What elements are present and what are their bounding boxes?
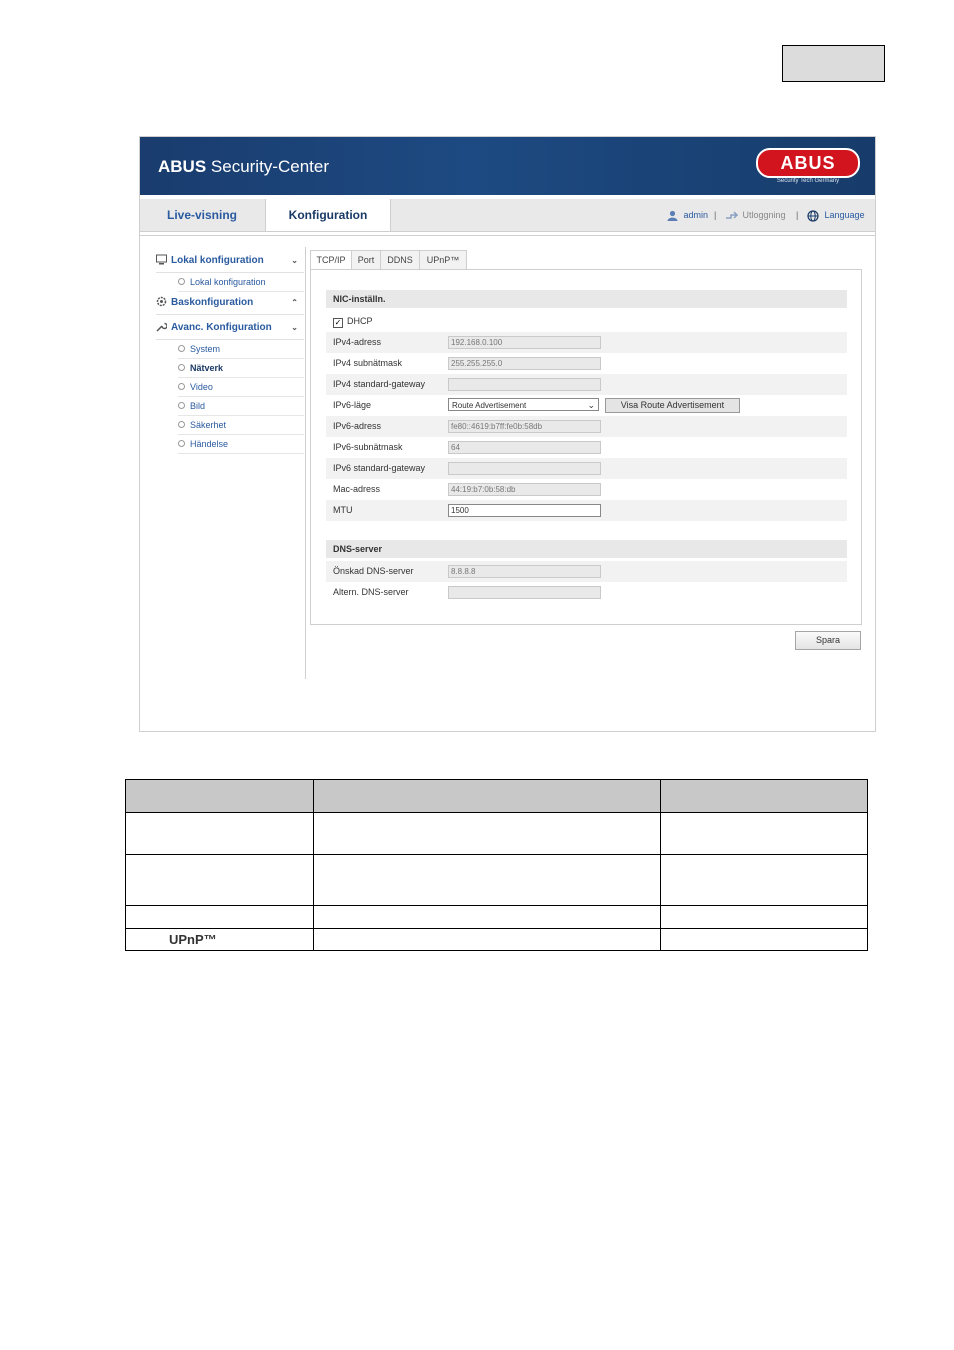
ipv4-gateway-field[interactable] bbox=[448, 378, 601, 391]
tab-port[interactable]: Port bbox=[351, 250, 381, 270]
dhcp-row bbox=[326, 311, 847, 332]
sidebar-item-label: Video bbox=[190, 382, 213, 392]
bullet-icon bbox=[178, 440, 185, 447]
table-cell bbox=[661, 929, 868, 951]
sidebar-item-network[interactable] bbox=[178, 359, 304, 378]
preferred-dns-label: Önskad DNS-server bbox=[333, 566, 414, 576]
bullet-icon bbox=[178, 421, 185, 428]
chevron-up-icon: ⌃ bbox=[291, 298, 298, 307]
chevron-down-icon: ⌄ bbox=[291, 256, 298, 265]
dhcp-checkbox[interactable]: ✓ bbox=[334, 318, 342, 327]
bullet-icon bbox=[178, 345, 185, 352]
sidebar-item-local-config[interactable] bbox=[178, 273, 304, 292]
wrench-icon bbox=[156, 321, 167, 332]
table-row bbox=[126, 929, 868, 951]
mtu-label: MTU bbox=[333, 505, 353, 515]
ipv4-gateway-row bbox=[326, 374, 847, 395]
sidebar bbox=[150, 247, 306, 679]
preferred-dns-field[interactable]: 8.8.8.8 bbox=[448, 565, 601, 578]
logout-label: Utloggning bbox=[742, 210, 786, 220]
upnp-cell: UPnP™ bbox=[126, 929, 314, 951]
table-header-cell bbox=[314, 780, 661, 813]
ipv4-subnet-field[interactable]: 255.255.255.0 bbox=[448, 357, 601, 370]
bullet-icon bbox=[178, 278, 185, 285]
sidebar-item-label: Nätverk bbox=[190, 363, 224, 373]
mtu-field[interactable]: 1500 bbox=[448, 504, 601, 517]
ipv4-address-field[interactable]: 192.168.0.100 bbox=[448, 336, 601, 349]
show-route-advertisement-button[interactable]: Visa Route Advertisement bbox=[605, 398, 740, 413]
nav-separator: | bbox=[714, 210, 717, 220]
sidebar-basic-config[interactable] bbox=[156, 292, 304, 315]
table-cell bbox=[661, 855, 868, 906]
table-cell bbox=[314, 929, 661, 951]
main-nav bbox=[140, 199, 875, 232]
chevron-down-icon: ⌄ bbox=[291, 323, 298, 332]
tab-ddns[interactable]: DDNS bbox=[380, 250, 420, 270]
sidebar-basic-label: Baskonfiguration bbox=[171, 297, 254, 308]
ipv6-mode-label: IPv6-läge bbox=[333, 400, 372, 410]
monitor-icon bbox=[156, 254, 167, 265]
sidebar-advanced-config[interactable] bbox=[156, 317, 304, 340]
ipv6-subnet-field[interactable]: 64 bbox=[448, 441, 601, 454]
sidebar-local-label: Lokal konfiguration bbox=[171, 255, 264, 266]
user-link[interactable] bbox=[667, 199, 708, 231]
language-label: Language bbox=[824, 210, 865, 220]
ipv4-gateway-label: IPv4 standard-gateway bbox=[333, 379, 426, 389]
save-button[interactable]: Spara bbox=[795, 631, 861, 650]
alternate-dns-row bbox=[326, 582, 847, 603]
language-link[interactable] bbox=[807, 199, 865, 231]
bullet-icon bbox=[178, 402, 185, 409]
mac-address-label: Mac-adress bbox=[333, 484, 381, 494]
ipv4-address-label: IPv4-adress bbox=[333, 337, 382, 347]
table-cell bbox=[314, 855, 661, 906]
ipv6-mode-select[interactable] bbox=[448, 398, 599, 411]
mtu-row bbox=[326, 500, 847, 521]
ipv6-gateway-field[interactable] bbox=[448, 462, 601, 475]
document-table bbox=[125, 779, 868, 951]
sidebar-item-label: Händelse bbox=[190, 439, 229, 449]
page-number-box bbox=[782, 45, 885, 82]
gear-icon bbox=[156, 296, 167, 307]
sidebar-item-event[interactable] bbox=[178, 435, 304, 454]
ipv6-address-row bbox=[326, 416, 847, 437]
tab-live-view[interactable]: Live-visning bbox=[166, 208, 237, 222]
logout-icon bbox=[725, 211, 738, 220]
table-cell bbox=[661, 906, 868, 929]
table-header-row bbox=[126, 780, 868, 813]
dns-section-title: DNS-server bbox=[326, 540, 847, 558]
screenshot-frame bbox=[139, 136, 876, 732]
bullet-icon bbox=[178, 364, 185, 371]
preferred-dns-row bbox=[326, 561, 847, 582]
table-header-cell bbox=[661, 780, 868, 813]
user-name: admin bbox=[683, 210, 709, 220]
alternate-dns-label: Altern. DNS-server bbox=[333, 587, 409, 597]
table-cell bbox=[314, 906, 661, 929]
ipv6-subnet-row bbox=[326, 437, 847, 458]
user-icon bbox=[667, 210, 678, 221]
globe-icon bbox=[807, 210, 819, 222]
table-header-cell bbox=[126, 780, 314, 813]
tab-tcpip[interactable]: TCP/IP bbox=[310, 250, 352, 270]
table-row bbox=[126, 813, 868, 855]
mac-address-row bbox=[326, 479, 847, 500]
table-cell bbox=[126, 906, 314, 929]
ipv6-mode-row bbox=[326, 395, 847, 416]
ipv4-subnet-row bbox=[326, 353, 847, 374]
ipv6-gateway-label: IPv6 standard-gateway bbox=[333, 463, 426, 473]
sidebar-item-label: Lokal konfiguration bbox=[190, 277, 266, 287]
logo-tagline: Security Tech Germany bbox=[776, 178, 840, 184]
sidebar-local-config[interactable] bbox=[156, 250, 304, 273]
alternate-dns-field[interactable] bbox=[448, 586, 601, 599]
table-row bbox=[126, 906, 868, 929]
nic-section-title: NIC-inställn. bbox=[326, 290, 847, 308]
table-row bbox=[126, 855, 868, 906]
bullet-icon bbox=[178, 383, 185, 390]
sidebar-item-label: Säkerhet bbox=[190, 420, 227, 430]
tcpip-panel bbox=[310, 269, 862, 625]
ipv4-address-row bbox=[326, 332, 847, 353]
ipv6-mode-value: Route Advertisement bbox=[452, 401, 527, 410]
sidebar-item-video[interactable] bbox=[178, 378, 304, 397]
sidebar-item-label: System bbox=[190, 344, 221, 354]
sidebar-item-image[interactable] bbox=[178, 397, 304, 416]
ipv6-gateway-row bbox=[326, 458, 847, 479]
sidebar-item-security[interactable] bbox=[178, 416, 304, 435]
sidebar-item-system[interactable] bbox=[178, 340, 304, 359]
sidebar-item-label: Bild bbox=[190, 401, 206, 411]
mac-address-field[interactable]: 44:19:b7:0b:58:db bbox=[448, 483, 601, 496]
abus-logo: ABUS bbox=[756, 148, 860, 178]
table-cell bbox=[661, 813, 868, 855]
sidebar-advanced-label: Avanc. Konfiguration bbox=[171, 322, 272, 333]
tab-configuration[interactable]: Konfiguration bbox=[265, 199, 391, 231]
dhcp-label: DHCP bbox=[347, 316, 373, 326]
nav-separator: | bbox=[796, 210, 799, 220]
table-cell bbox=[314, 813, 661, 855]
table-cell bbox=[126, 855, 314, 906]
ipv4-subnet-label: IPv4 subnätmask bbox=[333, 358, 403, 368]
ipv6-address-label: IPv6-adress bbox=[333, 421, 382, 431]
tab-upnp[interactable]: UPnP™ bbox=[419, 250, 467, 270]
ipv6-address-field[interactable]: fe80::4619:b7ff:fe0b:58db bbox=[448, 420, 601, 433]
table-cell bbox=[126, 813, 314, 855]
dhcp-checkbox-label[interactable] bbox=[333, 311, 373, 332]
ipv6-subnet-label: IPv6-subnätmask bbox=[333, 442, 403, 452]
app-title: ABUS Security-Center bbox=[158, 157, 329, 176]
header-banner bbox=[140, 137, 875, 195]
logout-link[interactable] bbox=[725, 199, 786, 231]
chevron-down-icon: ⌄ bbox=[587, 400, 595, 410]
